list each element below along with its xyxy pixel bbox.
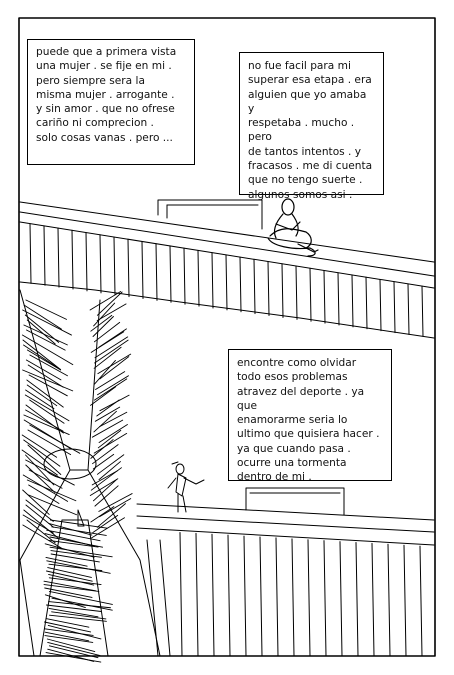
narration-box-2: no fue facil para mi superar esa etapa . era alguien que yo amaba y respetaba . mucho . pero de tantos intentos . y fracasos . me di cuenta que no tengo suerte . algunos somos asi . [239,52,384,195]
standing-person-figure [168,462,204,512]
narration-box-3: encontre como olvidar todo esos problemas atravez del deporte . ya que enamorarme seria lo ultimo que quisiera hacer . ya que cuando pasa . ocurre una tormenta dentro de mi . [228,349,392,481]
alley-perspective-drawing [20,290,160,662]
seated-person-figure [268,199,318,256]
upper-wall-drawing [20,200,434,338]
lower-wall-drawing [137,488,434,656]
narration-box-1: puede que a primera vista una mujer . se fije en mi . pero siempre sera la misma mujer . arrogante . y sin amor . que no ofrese cariño ni comprecion . solo cosas vanas . pero ... [27,39,195,165]
